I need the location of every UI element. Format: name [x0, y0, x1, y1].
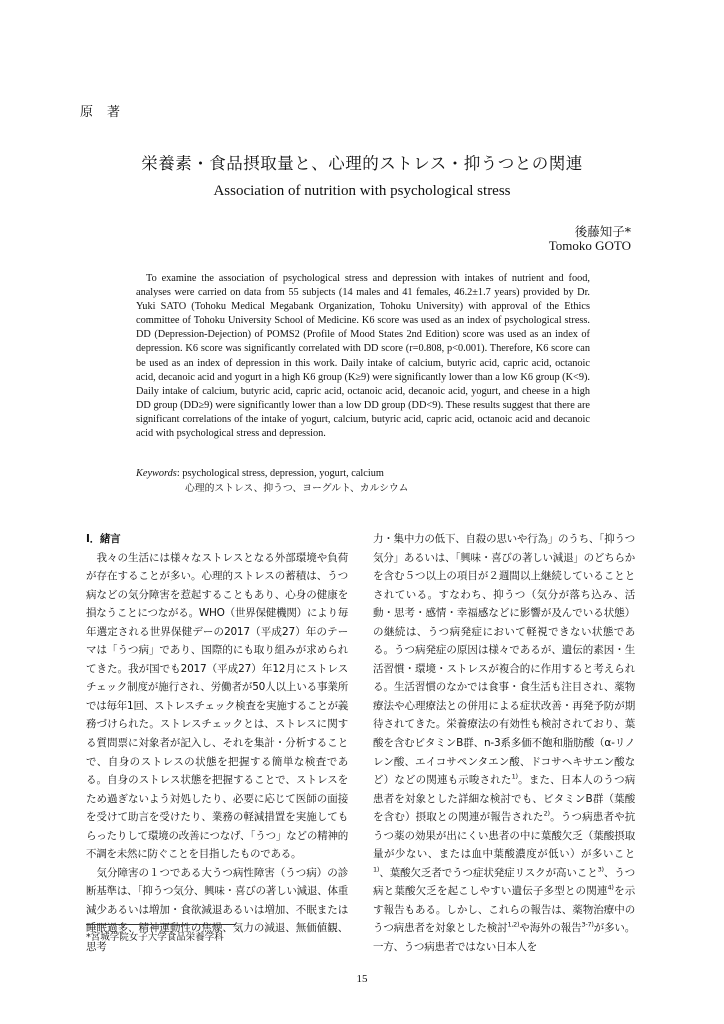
body-paragraph: 我々の生活には様々なストレスとなる外部環境や負荷が存在することが多い。心理的ストレスの蓄積は、うつ病などの気分障害を惹起することもあり、心身の健康を損なうことにつながる。WHO（世界保健機関）により毎年選定される世界保健デーの2017（平成27）年のテーマは「うつ病」であり、国際的にも取り組みが求められてきた。我が国でも2017（平成27）年12月にストレスチェック制度が施行され、労働者が50人以上いる事業所では毎年1回、ストレスチェック検査を実施することが義務づけられた。ストレスチェックとは、ストレスに関する質問票に対象者が記入し、それを集計・分析することで、自身のストレスの状態を把握する簡単な検査である。自身のストレス状態を把握することで、ストレスをため過ぎないよう対処したり、必要に応じて医師の面接を受けて助言を受けたり、業務の軽減措置を実施してもらったりして環境の改善につなげ、「うつ」などの精神的不調を未然に防ぐことを目指したものである。 [86, 551, 348, 861]
body-column-right [373, 530, 635, 957]
citation-ref: 1,2) [507, 920, 520, 929]
keywords-english-list: : psychological stress, depression, yogurt, calcium [176, 468, 384, 479]
abstract: To examine the association of psychological stress and depression with intakes of nutrient and food, analyses were carried on data from 55 subjects (14 males and 41 females, 46.2±1.7 years) provided by Dr. Yuki SATO (Tohoku Medical Megabank Organization, Tohoku University) with approval of the Ethics committee of Tohoku University School of Medicine. K6 score was used as an index of psychological stress. DD (Depression-Dejection) of POMS2 (Profile of Mood States 2nd Edition) score was used as an index of depression. K6 score was significantly correlated with DD score (r=0.808, p<0.001). Therefore, K6 score can be used as an index of depression in this work. Daily intake of calcium, butyric acid, capric acid, octanoic acid, decanoic acid and yogurt in a high K6 group (K≥9) were significantly lower than a low K6 group (K<9). Daily intake of calcium, butyric acid, capric acid, octanoic acid, decanoic acid, yogurt, and cheese in a high DD group (DD≥9) were significantly lower than a low DD group (DD<9). These results suggest that there are significant correlations of the intake of yogurt, calcium, butyric acid, capric acid, octanoic acid and decanoic acid with psychological stress and depression. [136, 273, 590, 440]
author-japanese: 後藤知子* [574, 224, 631, 239]
citation-ref: 3) [597, 865, 604, 874]
keywords-japanese: 心理的ストレス、抑うつ、ヨーグルト、カルシウム [185, 482, 409, 494]
text-run: 、葉酸欠乏者でうつ症状発症リスクが高いこと [379, 866, 598, 879]
title-english: Association of nutrition with psychological stress [213, 183, 511, 199]
footnote-affiliation: *宮城学院女子大学食品栄養学科 [86, 932, 224, 943]
author-english: Tomoko GOTO [548, 238, 631, 253]
section-heading: Ⅰ．緒言 [86, 533, 121, 545]
article-category: 原著 [80, 105, 135, 120]
title-japanese: 栄養素・食品摂取量と、心理的ストレス・抑うつとの関連 [141, 154, 583, 173]
text-run: を示す報告もある。しかし、これらの報告は、薬物治療中のうつ病患者を対象とした検討 [373, 885, 636, 935]
body-paragraph [373, 530, 635, 957]
page-number: 15 [356, 973, 368, 985]
keywords [136, 467, 596, 496]
citation-ref: 1) [373, 865, 380, 874]
citation-ref: 2) [543, 809, 550, 818]
text-run: 。うつ病患者や抗うつ薬の効果が出にくい患者の中に葉酸欠乏（葉酸摂取量が少ない、または血中葉酸濃度が低い）が多いこと [373, 811, 636, 861]
citation-ref: 3-7) [581, 920, 594, 929]
text-run: 力・集中力の低下、自殺の思いや行為」のうち、「抑うつ気分」あるいは、「興味・喜びの著しい減退」のどちらかを含む５つ以上の項目が２週間以上継続していることとされている。すなわち、抑うつ（気分が落ち込み、活動・思考・感情・幸福感などに影響が及んでいる状態）の継続は、うつ病発症において軽視できない状態である。うつ病発症の原因は様々であるが、遺伝的素因・生活習慣・環境・ストレスが複合的に作用すると考えられる。生活習慣のなかでは食事・食生活も注目され、薬物療法や心理療法との併用による症状改善・再発予防が期待されてきた。栄養療法の有効性も検討されており、葉酸を含むビタミンB群、n-3系多価不飽和脂肪酸（α-リノレン酸、エイコサペンタエン酸、ドコサヘキサエン酸など）などの関連も示唆された [373, 533, 635, 787]
body-paragraph: 気分障害の１つである大うつ病性障害（うつ病）の診断基準は、「抑うつ気分、興味・喜びの著しい減退、体重減少あるいは増加・食欲減退あるいは増加、不眠または睡眠過多、精神運動性の焦燥、気力の減退、無価値観、思考 [86, 866, 348, 954]
keywords-english [136, 467, 596, 482]
footnote-divider [86, 924, 236, 925]
text-run: や海外の報告 [519, 922, 582, 935]
keywords-label: Keywords [136, 468, 177, 479]
text-run: 。また、日本人のうつ病患者を対象とした詳細な検討でも、ビタミンB群（葉酸を含む）摂取との関連が報告された [373, 774, 636, 824]
citation-ref: 1) [511, 772, 518, 781]
text-run: が多い。一方、うつ病患者ではない日本人を [373, 922, 636, 954]
text-run: 、うつ病と葉酸欠乏を起こしやすい遺伝子多型との関連 [373, 866, 635, 898]
body-column-left [86, 530, 348, 957]
citation-ref: 4) [607, 883, 614, 892]
